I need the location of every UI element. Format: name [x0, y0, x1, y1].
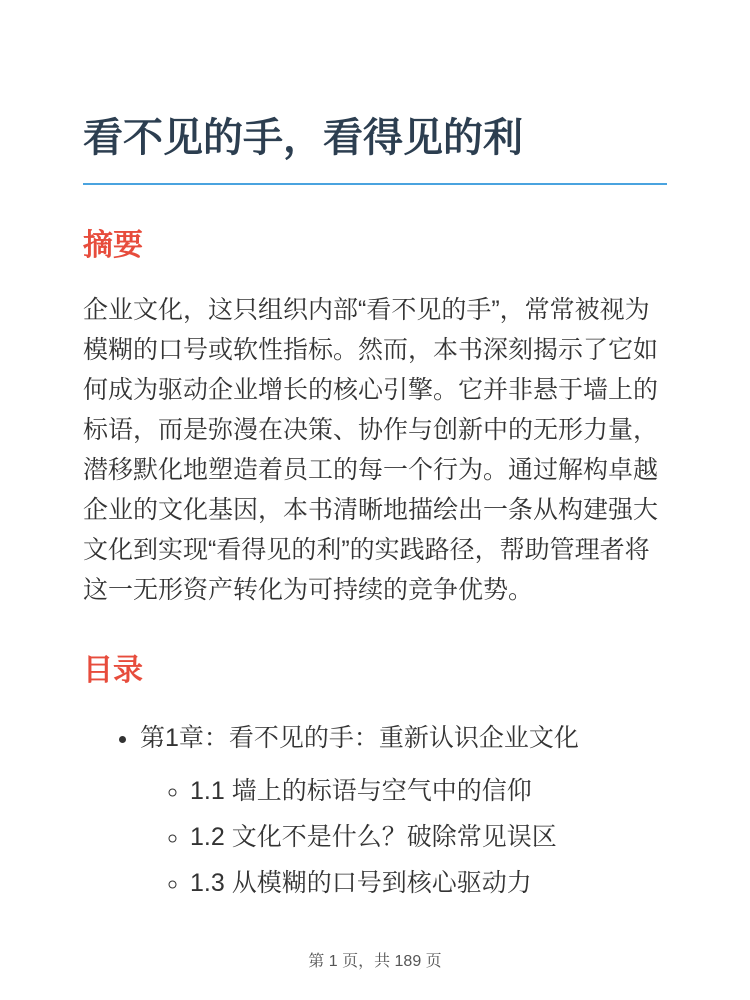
toc-section-list [140, 771, 667, 903]
toc-list [83, 718, 667, 903]
toc-heading: 目录 [83, 653, 143, 687]
abstract-paragraph: 企业文化，这只组织内部“看不见的手”，常常被视为模糊的口号或软性指标。然而，本书深刻揭示了它如何成为驱动企业增长的核心引擎。它并非悬于墙上的标语，而是弥漫在决策、协作与创新中的无形力量，潜移默化地塑造着员工的每一个行为。通过解构卓越企业的文化基因，本书清晰地描绘出一条从构建强大文化到实现“看得见的利”的实践路径，帮助管理者将这一无形资产转化为可持续的竞争优势。 [83, 295, 659, 604]
toc-chapter-title: 第1章：看不见的手：重新认识企业文化 [140, 724, 579, 752]
abstract-heading: 摘要 [83, 229, 143, 262]
page-title: 看不见的手，看得见的利 [83, 115, 667, 185]
page-number-text: 第 1 页，共 189 页 [308, 953, 442, 970]
toc-section-item: ◦ 1.1 墙上的标语与空气中的信仰 [190, 771, 667, 811]
page-footer [0, 948, 750, 971]
toc-section-item: ◦ 1.2 文化不是什么？破除常见误区 [190, 817, 667, 857]
toc-section-item: ◦ 1.3 从模糊的口号到核心驱动力 [190, 863, 667, 903]
toc-chapter-item [140, 718, 667, 903]
